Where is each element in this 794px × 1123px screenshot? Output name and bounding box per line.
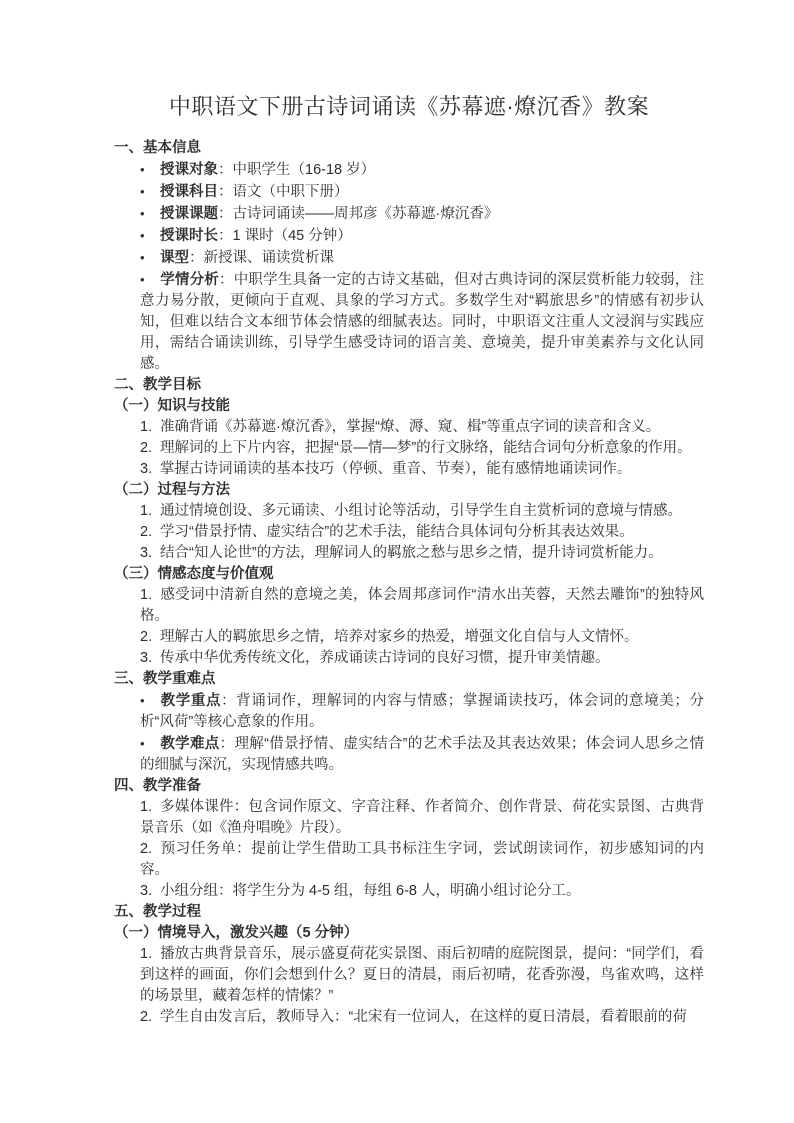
numbered-item [114, 585, 704, 627]
item-number: 1. [140, 946, 153, 962]
item-number: 1. [140, 419, 153, 435]
item-label: 学情分析 [160, 272, 220, 288]
item-number: 2. [140, 1009, 153, 1025]
item-text: ：新授课、诵读赏析课 [189, 250, 334, 266]
item-number: 1. [140, 799, 153, 815]
item-number: 2. [140, 440, 153, 456]
numbered-item [114, 797, 704, 839]
item-text: 传承中华优秀传统文化，养成诵读古诗词的良好习惯，提升审美情趣。 [160, 650, 610, 666]
bullet-item [114, 203, 704, 225]
item-label: 教学难点 [160, 736, 220, 752]
item-label: 教学重点 [160, 693, 222, 709]
bullet-marker: • [140, 162, 145, 177]
numbered-item [114, 839, 704, 881]
item-number: 2. [140, 841, 153, 857]
subsection-heading: （二）过程与方法 [114, 482, 230, 498]
item-text: 结合“知人论世”的方法，理解词人的羁旅之愁与思乡之情，提升诗词赏析能力。 [160, 545, 663, 561]
bullet-item [114, 247, 704, 269]
item-number: 1. [140, 503, 153, 519]
bullet-marker: • [140, 206, 145, 221]
subsection-heading: （一）知识与技能 [114, 398, 230, 414]
document-body [114, 138, 704, 1028]
bullet-marker: • [140, 736, 145, 751]
item-text: 理解词的上下片内容，把握“景—情—梦”的行文脉络，能结合词句分析意象的作用。 [160, 440, 692, 456]
item-text: 小组分组：将学生分为 4-5 组，每组 6-8 人，明确小组讨论分工。 [160, 883, 581, 899]
bullet-marker: • [140, 228, 145, 243]
numbered-item [114, 627, 704, 648]
item-label: 授课对象 [160, 162, 218, 178]
item-text: 准确背诵《苏幕遮·燎沉香》，掌握“燎、溽、窥、楫”等重点字词的读音和含义。 [160, 419, 661, 435]
subsection-heading: （一）情境导入，激发兴趣（5 分钟） [114, 925, 359, 941]
item-text: 预习任务单：提前让学生借助工具书标注生字词，尝试朗读词作，初步感知词的内容。 [140, 841, 704, 878]
item-number: 3. [140, 650, 153, 666]
section-heading: 四、教学准备 [114, 778, 201, 794]
item-text: 播放古典背景音乐，展示盛夏荷花实景图、雨后初晴的庭院图景，提问：“同学们，看到这样的画面，你们会想到什么？夏日的清晨，雨后初晴，花香弥漫，鸟雀欢鸣，这样的场景里，藏着怎样的情愫？” [140, 946, 704, 1004]
item-number: 3. [140, 883, 153, 899]
bullet-marker: • [140, 250, 145, 265]
item-text: ：理解“借景抒情、虚实结合”的艺术手法及其表达效果；体会词人思乡之情的细腻与深沉，实现情感共鸣。 [140, 736, 704, 773]
item-text: ：背诵词作，理解词的内容与情感；掌握诵读技巧，体会词的意境美；分析“风荷”等核心意象的作用。 [140, 693, 705, 730]
bullet-marker: • [140, 272, 145, 287]
bullet-item [114, 733, 704, 776]
item-text: ：语文（中职下册） [218, 184, 349, 200]
item-label: 授课科目 [160, 184, 218, 200]
section-heading: 五、教学过程 [114, 904, 201, 920]
numbered-item [114, 1007, 704, 1028]
numbered-item [114, 944, 704, 1007]
item-text: ：1 课时（45 分钟） [218, 228, 352, 244]
item-number: 2. [140, 524, 153, 540]
item-text: 通过情境创设、多元诵读、小组讨论等活动，引导学生自主赏析词的意境与情感。 [160, 503, 682, 519]
document-title: 中职语文下册古诗词诵读《苏幕遮·燎沉香》教案 [168, 94, 650, 119]
bullet-item [114, 690, 704, 733]
numbered-item [114, 648, 704, 669]
subsection-heading: （三）情感态度与价值观 [114, 566, 274, 582]
item-number: 1. [140, 587, 153, 603]
item-text: 感受词中清新自然的意境之美，体会周邦彦词作“清水出芙蓉，天然去雕饰”的独特风格。 [140, 587, 704, 624]
bullet-item [114, 225, 704, 247]
item-text: 多媒体课件：包含词作原文、字音注释、作者简介、创作背景、荷花实景图、古典背景音乐（如《渔舟唱晚》片段）。 [140, 799, 704, 836]
section-heading: 一、基本信息 [114, 140, 201, 156]
item-text: 学生自由发言后，教师导入：“北宋有一位词人，在这样的夏日清晨，看着眼前的荷 [160, 1009, 687, 1025]
numbered-item [114, 417, 704, 438]
bullet-marker: • [140, 693, 145, 708]
item-label: 课型 [160, 250, 189, 266]
item-label: 授课时长 [160, 228, 218, 244]
numbered-item [114, 459, 704, 480]
numbered-item [114, 881, 704, 902]
numbered-item [114, 501, 704, 522]
section-heading: 二、教学目标 [114, 377, 201, 393]
item-text: ：中职学生（16-18 岁） [218, 162, 376, 178]
item-label: 授课课题 [160, 206, 218, 222]
bullet-item [114, 159, 704, 181]
item-text: ：中职学生具备一定的古诗文基础，但对古典诗词的深层赏析能力较弱，注意力易分散，更倾向于直观、具象的学习方式。多数学生对“羁旅思乡”的情感有初步认知，但难以结合文本细节体会情感的细腻表达。同时，中职语文注重人文浸润与实践应用，需结合诵读训练，引导学生感受诗词的语言美、意境美，提升审美素养与文化认同感。 [140, 272, 704, 372]
numbered-item [114, 438, 704, 459]
item-number: 2. [140, 629, 153, 645]
item-text: 理解古人的羁旅思乡之情，培养对家乡的热爱，增强文化自信与人文情怀。 [160, 629, 639, 645]
bullet-marker: • [140, 184, 145, 199]
numbered-item [114, 522, 704, 543]
item-text: 学习“借景抒情、虚实结合”的艺术手法，能结合具体词句分析其表达效果。 [160, 524, 634, 540]
bullet-item [114, 181, 704, 203]
item-number: 3. [140, 545, 153, 561]
section-heading: 三、教学重难点 [114, 671, 216, 687]
bullet-item [114, 269, 704, 375]
item-text: ：古诗词诵读——周邦彦《苏幕遮·燎沉香》 [218, 206, 499, 222]
numbered-item [114, 543, 704, 564]
item-text: 掌握古诗词诵读的基本技巧（停顿、重音、节奏），能有感情地诵读词作。 [160, 461, 632, 477]
item-number: 3. [140, 461, 153, 477]
